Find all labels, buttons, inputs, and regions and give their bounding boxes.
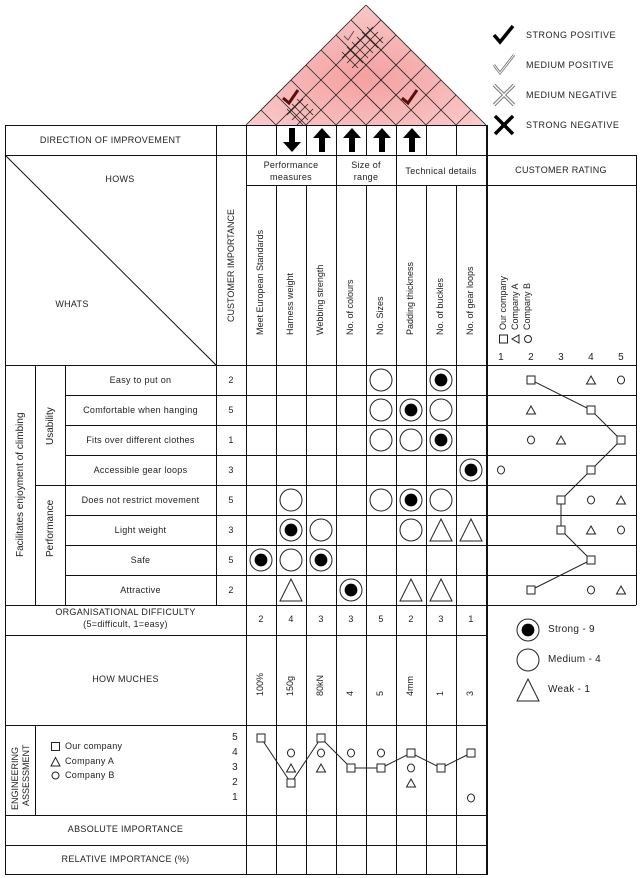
how-label: Padding thickness <box>405 261 415 335</box>
what-label: Easy to put on <box>109 375 172 385</box>
relationship-legend-label: Medium - 4 <box>548 654 602 665</box>
how-label: No. of colours <box>345 279 355 335</box>
how-much-value: 4 <box>345 690 355 696</box>
strong-relationship-icon <box>428 427 454 453</box>
difficulty-value: 1 <box>468 614 474 624</box>
strong-relationship-icon <box>458 457 484 483</box>
importance-value: 3 <box>228 465 234 475</box>
what-label-divider <box>65 365 66 605</box>
engineering-divider <box>35 725 36 815</box>
what-label: Does not restrict movement <box>81 495 200 505</box>
how-much-value: 1 <box>435 690 445 696</box>
how-group-2 <box>396 165 486 177</box>
group-performance-label: Performance <box>45 499 56 557</box>
difficulty-value: 5 <box>378 614 384 624</box>
importance-value: 5 <box>228 555 234 565</box>
how-group-label: Size of <box>351 160 381 170</box>
medium-relationship-icon <box>368 397 394 423</box>
how-much-value: 100% <box>255 672 265 696</box>
importance-value: 1 <box>228 435 234 445</box>
engineering-assessment-plot <box>246 725 486 815</box>
weak-relationship-icon <box>398 577 424 603</box>
engineering-legend-a: Company A <box>65 756 115 766</box>
org-difficulty-label: ORGANISATIONAL DIFFICULTY <box>55 607 196 617</box>
relative-importance-label: RELATIVE IMPORTANCE (%) <box>61 854 190 864</box>
what-label: Fits over different clothes <box>86 435 195 445</box>
direction-label: DIRECTION OF IMPROVEMENT <box>39 135 182 145</box>
difficulty-value: 4 <box>288 614 294 624</box>
importance-value: 5 <box>228 405 234 415</box>
medium-relationship-icon <box>428 487 454 513</box>
engineering-scale-tick: 3 <box>232 762 238 773</box>
hows-label: HOWS <box>105 174 135 184</box>
how-group-label: Performance <box>263 160 319 170</box>
importance-value: 3 <box>228 525 234 535</box>
engineering-legend-b: Company B <box>65 770 115 780</box>
importance-value: 2 <box>228 375 234 385</box>
legend-medium-negative: MEDIUM NEGATIVE <box>492 84 617 106</box>
rating-series-icons <box>499 334 539 346</box>
medium-relationship-icon <box>398 427 424 453</box>
strong-relationship-icon <box>248 547 274 573</box>
medium-relationship-icon <box>278 547 304 573</box>
how-label: No. of buckles <box>435 277 445 335</box>
arrow-up-icon <box>402 128 422 152</box>
engineering-scale-tick: 1 <box>232 792 238 803</box>
rating-scale-tick: 5 <box>618 352 624 363</box>
group-divider <box>35 365 36 605</box>
our-company-square-icon <box>51 742 61 752</box>
arrow-up-icon <box>372 128 392 152</box>
how-label: Meet European Standards <box>255 229 265 335</box>
medium-relationship-icon <box>278 487 304 513</box>
how-muches-label: HOW MUCHES <box>92 674 159 684</box>
weak-relationship-icon <box>428 517 454 543</box>
medium-negative-cross-icon <box>492 84 516 106</box>
how-label: No. Sizes <box>375 296 385 335</box>
what-label: Light weight <box>114 525 167 535</box>
difficulty-value: 3 <box>438 614 444 624</box>
what-label: Comfortable when hanging <box>83 405 198 415</box>
medium-relationship-icon <box>398 517 424 543</box>
strong-negative-cross-icon <box>492 114 516 136</box>
weak-relationship-icon <box>515 677 541 703</box>
engineering-label: ENGINEERING <box>10 746 20 810</box>
how-label: No. of gear loops <box>465 266 475 335</box>
strong-relationship-icon <box>515 617 541 643</box>
how-label: Webbing strength <box>315 264 325 335</box>
rating-scale-tick: 3 <box>558 352 564 363</box>
customer-rating-plot <box>486 365 636 605</box>
weak-relationship-icon <box>278 577 304 603</box>
medium-relationship-icon <box>368 367 394 393</box>
how-much-value: 5 <box>375 690 385 696</box>
weak-relationship-icon <box>458 517 484 543</box>
strong-relationship-icon <box>308 547 334 573</box>
medium-relationship-icon <box>368 487 394 513</box>
company-a-triangle-icon <box>51 757 61 767</box>
how-much-value: 3 <box>465 690 475 696</box>
difficulty-value: 2 <box>258 614 264 624</box>
strong-relationship-icon <box>398 487 424 513</box>
org-difficulty-sublabel: (5=difficult, 1=easy) <box>83 619 168 629</box>
rating-scale-tick: 2 <box>528 352 534 363</box>
how-group-sublabel: range <box>353 172 379 182</box>
hows-whats-diagonal <box>5 155 216 365</box>
how-label: Harness weight <box>285 272 295 335</box>
engineering-scale-tick: 2 <box>232 777 238 788</box>
what-label: Accessible gear loops <box>93 465 188 475</box>
difficulty-value: 3 <box>318 614 324 624</box>
strong-relationship-icon <box>278 517 304 543</box>
what-label: Safe <box>130 555 151 565</box>
rating-scale-tick: 4 <box>588 352 594 363</box>
legend-strong-positive: STRONG POSITIVE <box>492 24 616 46</box>
importance-value: 2 <box>228 585 234 595</box>
importance-value: 5 <box>228 495 234 505</box>
how-much-value: 80kN <box>315 674 325 696</box>
rating-series-label: Our company <box>498 275 508 330</box>
group-usability-label: Usability <box>45 407 56 445</box>
arrow-up-icon <box>312 128 332 152</box>
legend-medium-positive: MEDIUM POSITIVE <box>492 54 614 76</box>
category-label: Facilitates enjoyment of climbing <box>15 412 26 557</box>
weak-relationship-icon <box>428 577 454 603</box>
legend-strong-negative: STRONG NEGATIVE <box>492 114 619 136</box>
how-group-0 <box>246 159 336 183</box>
absolute-importance-label: ABSOLUTE IMPORTANCE <box>67 824 184 834</box>
engineering-legend-our: Our company <box>65 741 123 751</box>
how-group-sublabel: measures <box>270 172 312 182</box>
rating-series-label: Company B <box>522 282 532 330</box>
assessment-label: ASSESSMENT <box>21 744 31 806</box>
rating-right-border <box>636 155 637 605</box>
what-label: Attractive <box>120 585 161 595</box>
medium-relationship-icon <box>515 647 541 673</box>
how-group-1 <box>336 159 396 183</box>
how-group-label: Technical details <box>405 166 477 176</box>
customer-importance-label: CUSTOMER IMPORTANCE <box>226 208 236 322</box>
whats-label: WHATS <box>55 299 89 309</box>
arrow-up-icon <box>342 128 362 152</box>
rating-scale-tick: 1 <box>498 352 504 363</box>
arrow-down-icon <box>282 128 302 152</box>
strong-relationship-icon <box>338 577 364 603</box>
engineering-scale-tick: 4 <box>232 747 238 758</box>
medium-positive-check-icon <box>492 54 516 76</box>
row-line <box>5 605 636 606</box>
how-much-value: 150g <box>285 675 295 696</box>
strong-relationship-icon <box>398 397 424 423</box>
relationship-legend-label: Strong - 9 <box>548 624 595 635</box>
engineering-scale-tick: 5 <box>232 732 238 743</box>
row-line <box>246 185 636 186</box>
strong-relationship-icon <box>428 367 454 393</box>
strong-positive-check-icon <box>492 24 516 46</box>
medium-relationship-icon <box>368 427 394 453</box>
customer-rating-label: CUSTOMER RATING <box>515 165 607 175</box>
difficulty-value: 3 <box>348 614 354 624</box>
rating-series-label: Company A <box>510 283 520 330</box>
company-b-circle-icon <box>51 771 61 781</box>
difficulty-value: 2 <box>408 614 414 624</box>
medium-relationship-icon <box>308 517 334 543</box>
medium-relationship-icon <box>428 397 454 423</box>
how-much-value: 4mm <box>405 676 415 696</box>
relationship-legend-label: Weak - 1 <box>548 684 591 695</box>
